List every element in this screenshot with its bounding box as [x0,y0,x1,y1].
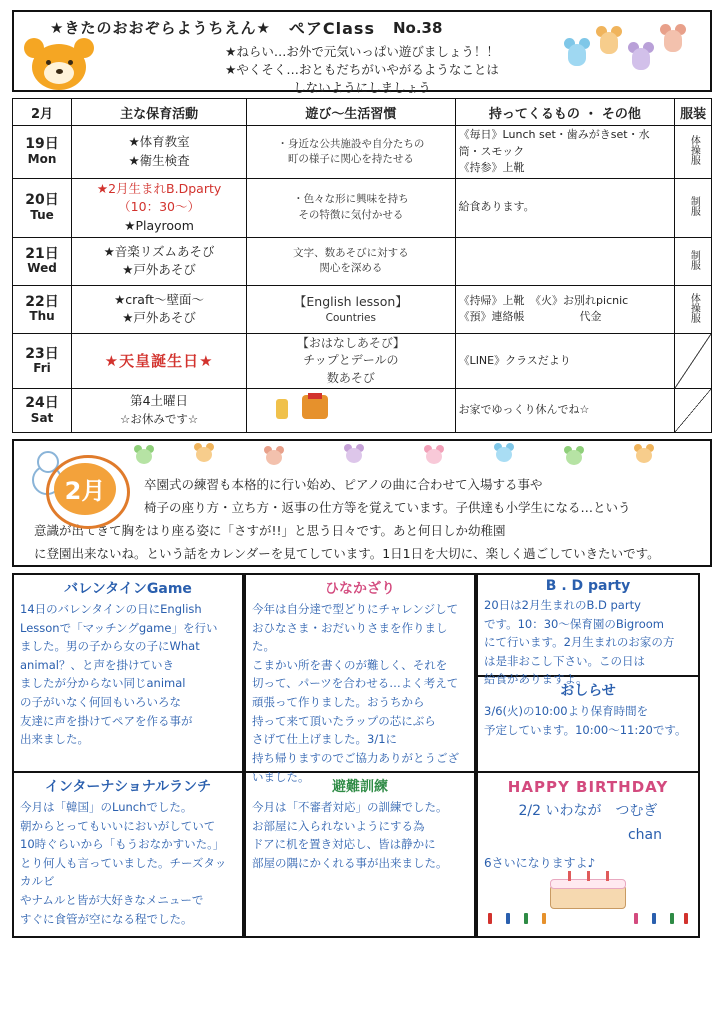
activity-cell: ★craft～壁面～ ★戸外あそび [72,285,247,333]
day-name: Wed [27,261,57,276]
header-month: 2月 [13,99,72,126]
day-name: Fri [33,360,51,375]
article-body: 今年は自分達で型どりにチャレンジして おひなさま・おだいりさまを作りました。 こまかい所を書くのが難しく、それを 切って、パーツを合わせる…よく考えて 頑張って作りました。おうちから 持って来て頂いたラップの芯にぶら さげて仕上げました。3/1に 持ち帰りますのでご協力ありがとうござ いました。 [252,601,459,784]
article-title: ひなかざり [325,580,395,597]
wear-cell: 体操服 [675,126,712,179]
article-evacuation-drill [244,773,476,938]
birthday-panel [476,773,700,938]
header-bring: 持ってくるもの ・ その他 [455,99,675,126]
month-badge: 2月 [54,463,116,515]
play-cell: 【おはなしあそび】 チップとデールの 数あそび [247,333,455,388]
table-row [13,126,712,179]
bring-cell: お家でゆっくり休んでね☆ [455,388,675,432]
activity-cell: ★2月生まれB.Dparty （10：30～） ★Playroom [72,178,247,237]
schedule-table [12,98,712,433]
article-body: 今月は「不審者対応」の訓練でした。 お部屋に入られないようにする為 ドアに机を置き対応し、皆は静かに 部屋の隅にかくれる事が出来ました。 [252,799,448,870]
date-number: 21日 [25,245,59,262]
activity-cell [72,333,247,388]
birthday-age-line: 6さいになりますよ♪ [484,855,596,870]
activity-cell: ★体育教室 ★衛生検査 [72,126,247,179]
lantern-icon [250,393,451,427]
article-body: 今月は「韓国」のLunchでした。 朝からとってもいいにおいがしていて 10時ぐらいから「もうおなかすいた。」 とり何人も言っていました。チーズタッカルビ やナムルと皆が大好きなメニューで すぐに食管が空になる程でした。 [20,799,227,926]
aim-line: ★ねらい…お外で元気いっぱい遊びましょう！！ [225,44,499,59]
date-number: 22日 [25,293,59,310]
articles-grid [12,573,712,938]
article-bd-party [476,573,700,687]
header-wear: 服装 [675,99,712,126]
kindergarten-name: ★きたのおおぞらようちえん★ [50,19,271,37]
table-row [13,178,712,237]
day-name: Tue [30,207,54,222]
animal-border-decoration [134,443,702,469]
promise-line-2: しないようにしましょう [293,80,431,96]
date-cell [13,237,72,285]
article-title: バレンタインGame [64,580,192,597]
article-valentine-game [12,573,244,773]
birthday-title: HAPPY BIRTHDAY [507,777,669,796]
activity-cell: 第4土曜日 ☆お休みです☆ [72,388,247,432]
right-column-stack [476,573,700,773]
wear-cell [675,388,712,432]
greeting-section [12,439,712,567]
table-row [13,285,712,333]
article-title: インターナショナルランチ [44,778,212,795]
article-oshirase [476,677,700,773]
play-cell: ・色々な形に興味を持ち その特徴に気付かせる [247,178,455,237]
date-number: 24日 [25,395,59,412]
date-cell [13,285,72,333]
mice-decoration-icon [556,16,706,88]
date-cell [13,178,72,237]
bring-cell: 《LINE》クラスだより [455,333,675,388]
article-hinakazari [244,573,476,784]
bring-cell: 給食あります。 [455,178,675,237]
class-name: ペアClass [288,19,375,38]
holiday-label: ★天皇誕生日★ [104,352,214,371]
birthday-name-line-2: chan [627,826,662,843]
play-cell: 文字、数あそびに対する 関心を深める [247,237,455,285]
article-body: 14日のバレンタインの日にEnglish Lessonで「マッチングgame」を行い ました。男の子から女の子にWhat animal？、と声を掛けていき ましたが分からない同じanimal の子がいなく何回もいろいろな 友達に声を掛けてペアを作る事が 出来ました。 [20,601,218,747]
date-number: 23日 [25,345,59,362]
table-row [13,388,712,432]
bring-cell: 《毎日》Lunch set・歯みがきset・水筒・スモック 《持参》上靴 [455,126,675,179]
header-activity: 主な保育活動 [72,99,247,126]
article-title: 避難訓練 [332,778,388,795]
date-cell [13,333,72,388]
article-international-lunch [12,773,244,938]
confetti-decoration [484,913,692,927]
birthday-cake-icon [484,873,692,913]
wear-cell: 体操服 [675,285,712,333]
day-name: Mon [27,151,57,166]
promise-line-1: ★やくそく…おともだちがいやがるようなことは [225,62,499,78]
wear-cell: 制服 [675,178,712,237]
activity-cell: ★音楽リズムあそび ★戸外あそび [72,237,247,285]
day-name: Sat [30,410,54,425]
day-name: Thu [29,309,55,324]
birthday-name-line-1: 2/2 いわなが つむぎ [518,802,658,819]
wear-cell: 制服 [675,237,712,285]
issue-number: No.38 [392,18,443,37]
play-cell: ・身近な公共施設や自分たちの 町の様子に関心を持たせる [247,126,455,179]
wear-cell [675,333,712,388]
date-cell [13,388,72,432]
table-row [13,333,712,388]
play-cell [247,388,455,432]
article-body: 3/6(火)の10:00より保育時間を 予定しています。10:00～11:20です。 [484,703,687,737]
play-cell: 【English lesson】 Countries [247,285,455,333]
greeting-text: 卒園式の練習も本格的に行い始め、ピアノの曲に合わせて入場する事や 椅子の座り方・立ち方・返事の仕方等を覚えています。子供達も小学生になる…という 意識が出てきて胸をはり座る姿に「さすが!!」と思う日々です。あと何日しか幼稚園 に登園出来ないね。という話をカレンダーを見てしています。1日1日を大切に、楽しく過ごしていきたいです。 [34,476,660,562]
article-title: おしらせ [560,682,616,699]
newsletter-header [12,10,712,96]
date-number: 20日 [25,192,59,209]
table-row [13,237,712,285]
date-cell [13,126,72,179]
header-play: 遊び～生活習慣 [247,99,455,126]
bring-cell [455,237,675,285]
article-body: 20日は2月生まれのB.D party です。10：30～保育園のBigroom にて行います。2月生まれのお家の方 は是非おこし下さい。この日は 給食がありますよ。 [484,597,675,687]
bring-cell: 《持帰》上靴 《火》お別れpicnic 《預》連絡帳 代金 [455,285,675,333]
date-number: 19日 [25,136,59,153]
table-header-row [13,99,712,126]
article-title: B . D party [545,577,631,594]
bear-mascot-icon [22,36,96,92]
